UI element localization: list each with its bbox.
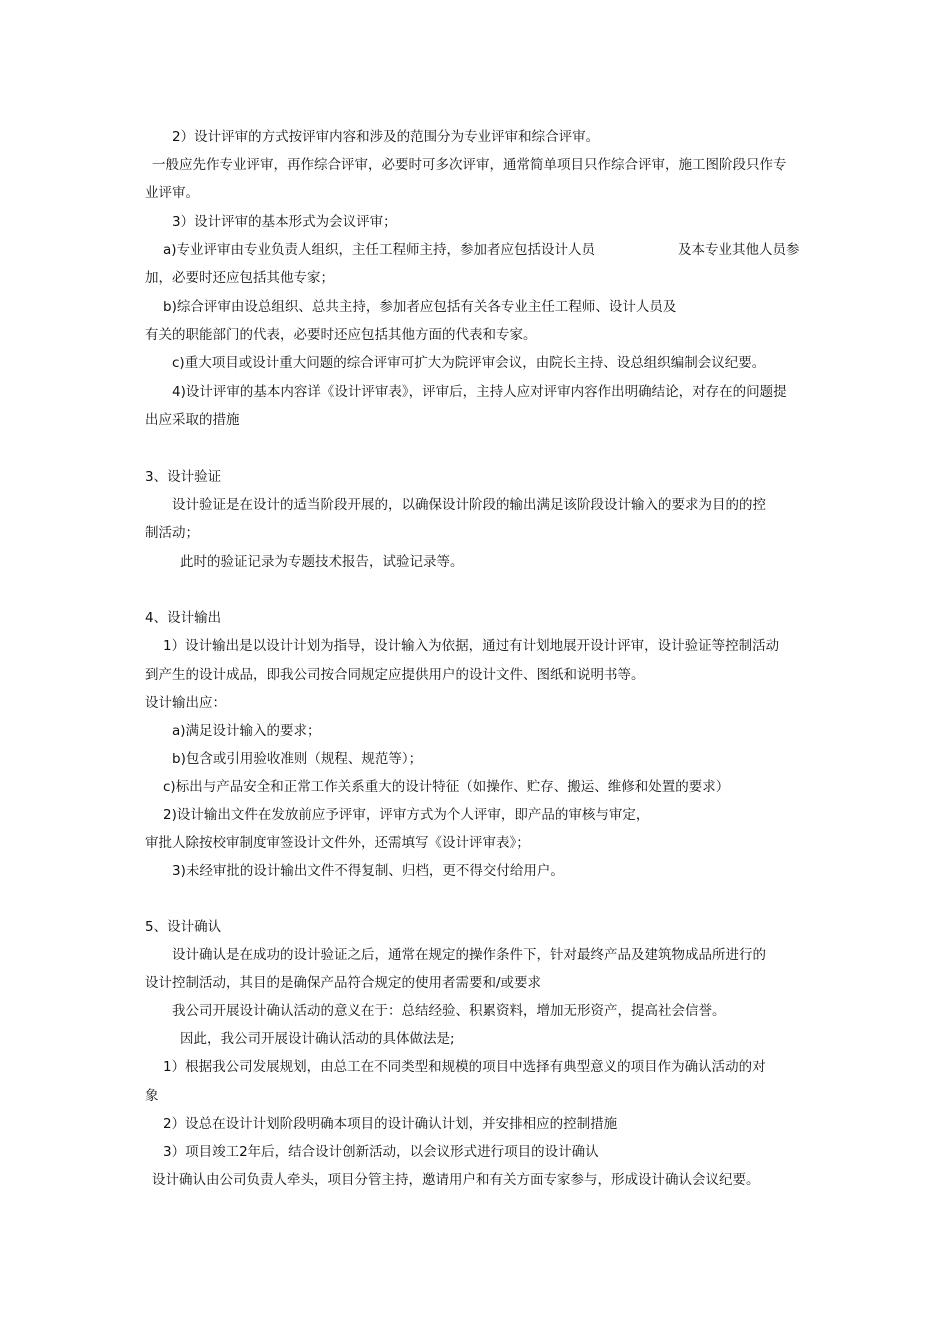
review-para-2-line-3: 业评审。 (145, 185, 199, 201)
review-para-4-line-2: 出应采取的措施 (145, 412, 240, 428)
review-item-b-line-2: 有关的职能部门的代表，必要时还应包括其他方面的代表和专家。 (145, 327, 537, 343)
review-item-c: c)重大项目或设计重大问题的综合评审可扩大为院评审会议，由院长主持、设总组织编制会议纪要。 (172, 355, 766, 371)
review-item-a-line-1-part-1: a)专业评审由专业负责人组织，主任工程师主持，参加者应包括设计人员 (163, 242, 596, 258)
verification-para-2: 此时的验证记录为专题技术报告，试验记录等。 (180, 554, 464, 570)
section-4-heading: 4、设计输出 (145, 610, 222, 626)
verification-para-1-line-2: 制活动； (145, 525, 199, 541)
confirmation-para-1-line-2: 设计控制活动，其目的是确保产品符合规定的使用者需要和/或要求 (145, 975, 542, 991)
review-para-2-line-2: 一般应先作专业评审，再作综合评审，必要时可多次评审，通常简单项目只作综合评审，施工图阶段只作专 (152, 157, 787, 173)
output-item-a: a)满足设计输入的要求； (172, 723, 321, 739)
output-para-2-line-1: 2)设计输出文件在发放前应予评审，评审方式为个人评审，即产品的审核与审定， (163, 807, 650, 823)
output-para-3: 3)未经审批的设计输出文件不得复制、归档，更不得交付给用户。 (172, 863, 564, 879)
review-item-a-line-2: 加，必要时还应包括其他专家； (145, 270, 334, 286)
review-para-2-line-1: 2）设计评审的方式按评审内容和涉及的范围分为专业评审和综合评审。 (172, 129, 600, 145)
output-para-1-line-1: 1）设计输出是以设计计划为指导，设计输入为依据，通过有计划地展开设计评审，设计验证等控制活动 (163, 638, 780, 654)
confirmation-para-1-line-1: 设计确认是在成功的设计验证之后，通常在规定的操作条件下，针对最终产品及建筑物成品所进行的 (172, 947, 766, 963)
output-para-2-line-2: 审批人除按校审制度审签设计文件外，还需填写《设计评审表》； (145, 835, 530, 851)
confirmation-item-2: 2）设总在设计计划阶段明确本项目的设计确认计划，并安排相应的控制措施 (163, 1116, 618, 1132)
section-5-heading: 5、设计确认 (145, 919, 222, 935)
confirmation-para-3: 因此，我公司开展设计确认活动的具体做法是; (180, 1031, 455, 1047)
confirmation-item-1-line-2: 象 (145, 1088, 159, 1104)
section-3-heading: 3、设计验证 (145, 469, 222, 485)
review-para-4-line-1: 4)设计评审的基本内容详《设计评审表》，评审后，主持人应对评审内容作出明确结论，对存在的问题提 (172, 384, 787, 400)
confirmation-item-1-line-1: 1）根据我公司发展规划，由总工在不同类型和规模的项目中选择有典型意义的项目作为确认活动的对 (163, 1059, 766, 1075)
confirmation-final-para: 设计确认由公司负责人牵头，项目分管主持，邀请用户和有关方面专家参与，形成设计确认会议纪要。 (152, 1172, 760, 1188)
output-item-b: b)包含或引用验收准则（规程、规范等）； (172, 751, 423, 767)
output-item-c: c)标出与产品安全和正常工作关系重大的设计特征（如操作、贮存、搬运、维修和处置的要求） (163, 779, 730, 795)
confirmation-item-3: 3）项目竣工2年后，结合设计创新活动，以会议形式进行项目的设计确认 (163, 1144, 599, 1160)
review-item-b-line-1: b)综合评审由设总组织、总共主持，参加者应包括有关各专业主任工程师、设计人员及 (163, 299, 677, 315)
output-should-label: 设计输出应： (145, 695, 226, 711)
confirmation-para-2: 我公司开展设计确认活动的意义在于：总结经验、积累资料，增加无形资产，提高社会信誉。 (172, 1003, 726, 1019)
output-para-1-line-2: 到产生的设计成品，即我公司按合同规定应提供用户的设计文件、图纸和说明书等。 (145, 667, 645, 683)
verification-para-1-line-1: 设计验证是在设计的适当阶段开展的，以确保设计阶段的输出满足该阶段设计输入的要求为目的的控 (172, 497, 766, 513)
review-para-3: 3）设计评审的基本形式为会议评审； (172, 214, 397, 230)
review-item-a-line-1-part-2: 及本专业其他人员参 (678, 242, 800, 258)
